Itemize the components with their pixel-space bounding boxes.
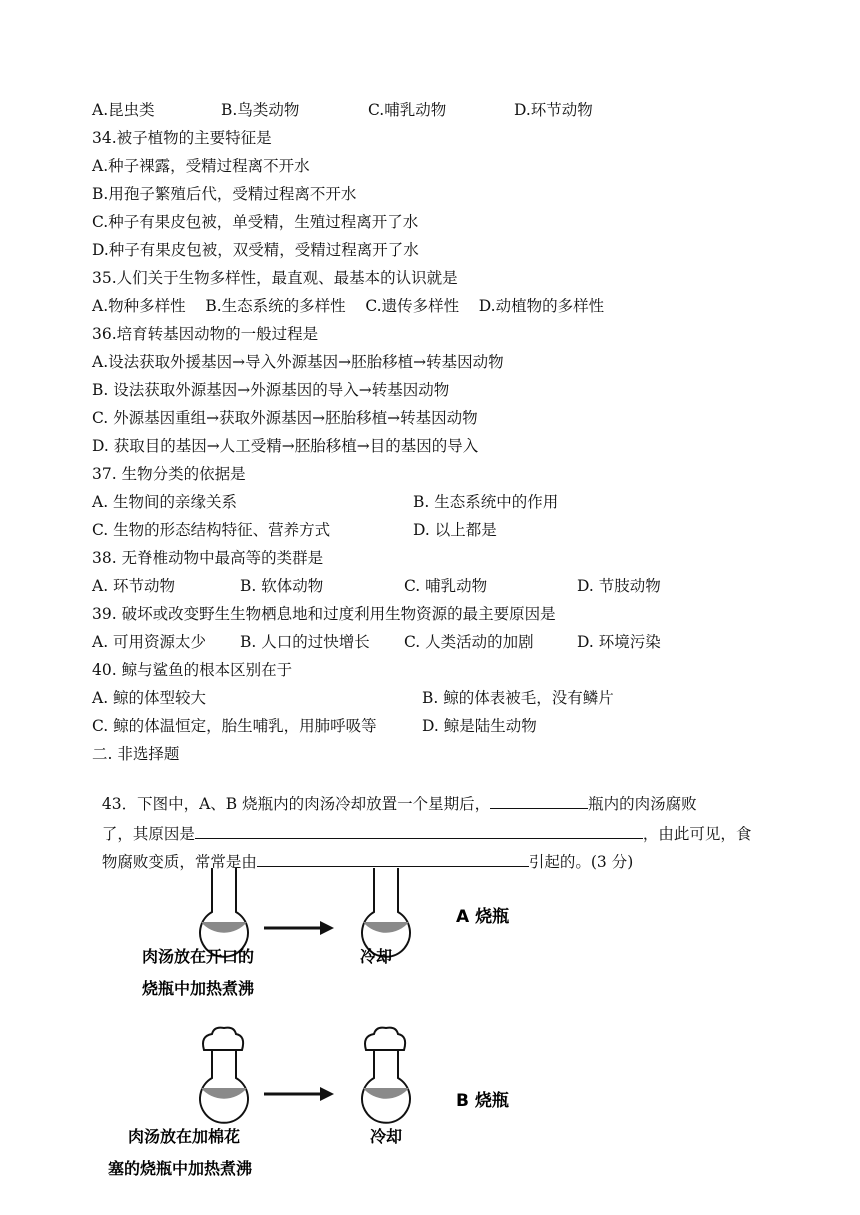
q43-text-6: 引起的。(3 分)	[528, 853, 634, 871]
q39-option-b: B. 人口的过快增长	[240, 633, 370, 651]
q34-option-a: A.种子裸露，受精过程离不开水	[92, 157, 310, 175]
broth-a1	[201, 922, 247, 933]
q40-option-a: A. 鲸的体型较大	[92, 689, 207, 707]
flask-a-step2: 冷却	[360, 947, 393, 966]
q38-option-d: D. 节肢动物	[577, 577, 661, 595]
flask-a-cooled	[362, 868, 410, 957]
q33-option-c: C.哺乳动物	[368, 101, 447, 119]
q37-option-b: B. 生态系统中的作用	[413, 493, 559, 511]
q39-option-a: A. 可用资源太少	[92, 633, 207, 651]
flask-a-label: A 烧瓶	[456, 907, 510, 927]
arrow-b	[264, 1087, 334, 1101]
arrow-a	[264, 921, 334, 935]
q33-option-b: B.鸟类动物	[221, 101, 300, 119]
q43-text-5: 物腐败变质，常常是由	[101, 853, 257, 871]
q40-option-d: D. 鲸是陆生动物	[422, 717, 537, 735]
q34-stem: 34.被子植物的主要特征是	[92, 129, 272, 147]
q43-text-1: 43．下图中，A、B 烧瓶内的肉汤冷却放置一个星期后，	[101, 795, 491, 813]
q36-option-c: C. 外源基因重组→获取外源基因→胚胎移植→转基因动物	[92, 409, 478, 427]
q33-option-a: A.昆虫类	[92, 101, 155, 119]
flask-b-cotton	[200, 1028, 248, 1123]
broth-b2	[363, 1088, 409, 1099]
q39-option-d: D. 环境污染	[577, 633, 661, 651]
q37-option-d: D. 以上都是	[413, 521, 497, 539]
flask-b-step1-line1: 肉汤放在加棉花	[128, 1127, 241, 1146]
q35-stem: 35.人们关于生物多样性，最直观、最基本的认识就是	[92, 269, 458, 287]
q38-option-b: B. 软体动物	[240, 577, 324, 595]
q36-option-a: A.设法获取外援基因→导入外源基因→胚胎移植→转基因动物	[92, 353, 504, 371]
flask-a-step1-line1: 肉汤放在开口的	[142, 947, 255, 966]
q40-option-c: C. 鲸的体温恒定，胎生哺乳，用肺呼吸等	[92, 717, 377, 735]
experiment-figure	[0, 850, 860, 1210]
flask-a-step1-line2: 烧瓶中加热煮沸	[142, 979, 255, 998]
flask-b-step2: 冷却	[370, 1127, 403, 1146]
flask-b-step1-line2: 塞的烧瓶中加热煮沸	[108, 1159, 253, 1178]
broth-a2	[363, 922, 409, 933]
q38-stem: 38. 无脊椎动物中最高等的类群是	[92, 549, 324, 567]
q39-stem: 39. 破坏或改变野生生物栖息地和过度利用生物资源的最主要原因是	[92, 605, 556, 623]
flask-a-open	[200, 868, 248, 957]
q40-stem: 40. 鲸与鲨鱼的根本区别在于	[92, 661, 293, 679]
q34-option-d: D.种子有果皮包被，双受精，受精过程离开了水	[92, 241, 419, 259]
q39-option-c: C. 人类活动的加剧	[404, 633, 534, 651]
q33-option-d: D.环节动物	[514, 101, 593, 119]
q43-text-3: 了，其原因是	[101, 825, 195, 843]
section-heading: 二. 非选择题	[92, 745, 180, 763]
q43-text-2: 瓶内的肉汤腐败	[588, 795, 697, 813]
q38-option-c: C. 哺乳动物	[404, 577, 488, 595]
flask-b-cooled	[362, 1028, 410, 1123]
q36-stem: 36.培育转基因动物的一般过程是	[92, 325, 319, 343]
q38-option-a: A. 环节动物	[92, 577, 176, 595]
q34-option-b: B.用孢子繁殖后代，受精过程离不开水	[92, 185, 357, 203]
q40-option-b: B. 鲸的体表被毛，没有鳞片	[422, 689, 614, 707]
q37-option-a: A. 生物间的亲缘关系	[92, 493, 238, 511]
q36-option-d: D. 获取目的基因→人工受精→胚胎移植→目的基因的导入	[92, 437, 479, 455]
q43-text-4: ，由此可见，食	[642, 825, 752, 843]
flask-b-label: B 烧瓶	[456, 1091, 509, 1111]
q37-stem: 37. 生物分类的依据是	[92, 465, 246, 483]
q36-option-b: B. 设法获取外源基因→外源基因的导入→转基因动物	[92, 381, 450, 399]
q34-option-c: C.种子有果皮包被，单受精，生殖过程离开了水	[92, 213, 419, 231]
broth-b1	[201, 1088, 247, 1099]
q37-option-c: C. 生物的形态结构特征、营养方式	[92, 521, 331, 539]
q35-options: A.物种多样性 B.生态系统的多样性 C.遗传多样性 D.动植物的多样性	[92, 297, 605, 315]
